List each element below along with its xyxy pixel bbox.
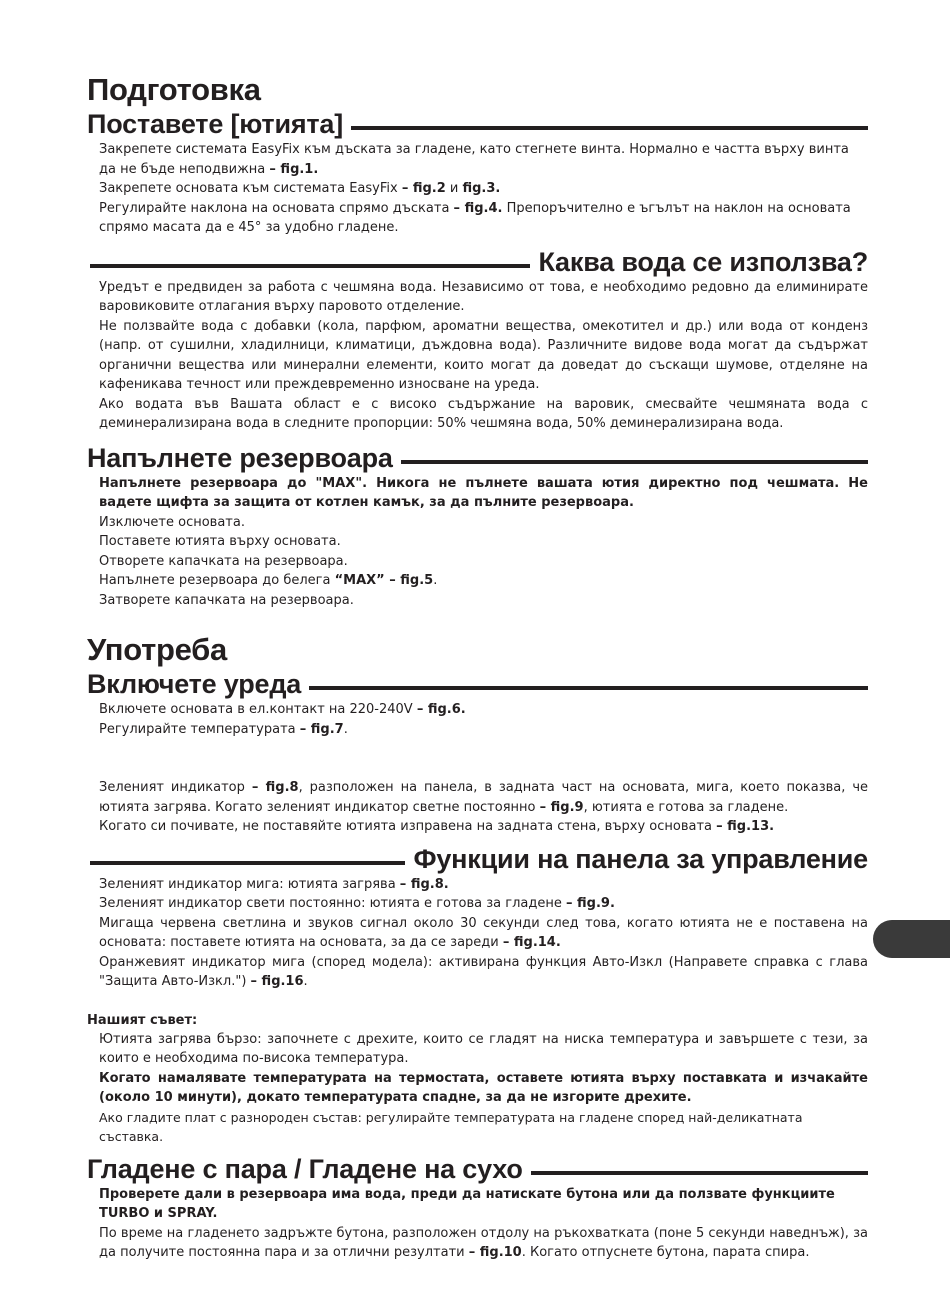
tip-title: Нашият съвет:: [87, 1012, 198, 1028]
text: .: [343, 721, 348, 737]
heading-fit-iron: [87, 108, 868, 140]
warning-text: Проверете дали в резервоара има вода, преди да натискате бутона или да ползвате функциите TURBO и SPRAY.: [99, 1186, 835, 1221]
text: Регулирайте температурата: [99, 721, 300, 737]
paragraph: Уредът е предвиден за работа с чешмяна вода. Независимо от това, е необходимо редовно да елиминирате варовиковите отлагания върху паровото отделение.: [99, 279, 868, 314]
water-body: [87, 278, 868, 434]
text: , ютията е готова за гладене.: [583, 799, 789, 815]
heading-rule: [351, 126, 868, 130]
heading-water: [87, 246, 868, 278]
heading-steam-ironing: [87, 1153, 868, 1185]
paragraph: [99, 140, 868, 179]
text: , разположен на панела, в задната част на основата, мига, което показва, че ютията загрява. Когато зеленият индикатор светне постоянно: [99, 780, 868, 815]
paragraph: [99, 179, 868, 199]
figure-reference: – fig.14.: [502, 935, 561, 950]
steam-ironing-body: [87, 1185, 868, 1263]
text: Препоръчително е ъгълът на наклон на основата спрямо масата да е 45° за удобно гладене.: [99, 200, 851, 235]
section-title-use: Употреба: [87, 632, 227, 667]
paragraph: [99, 1224, 868, 1263]
text: .: [303, 974, 308, 989]
heading-water-text: Каква вода се използва?: [538, 246, 868, 277]
figure-reference: – fig.2: [401, 181, 446, 196]
control-panel-body: [87, 875, 868, 992]
step: [99, 700, 868, 720]
heading-steam-ironing-text: Гладене с пара / Гладене на сухо: [87, 1153, 523, 1184]
paragraph: [99, 199, 868, 238]
figure-reference: fig.3.: [462, 181, 501, 196]
paragraph: Ако гладите плат с разнороден състав: регулирайте температурата на гладене според най-деликатната съставка.: [99, 1109, 803, 1144]
figure-reference: – fig.10: [468, 1245, 522, 1260]
figure-reference: – fig.16: [250, 974, 304, 989]
figure-reference: – fig.7: [299, 721, 344, 737]
step: [99, 571, 868, 591]
heading-rule: [401, 460, 868, 464]
heading-rule: [90, 861, 405, 865]
paragraph: [99, 817, 868, 837]
text: Оранжевият индикатор мига (според модела): активирана функция Авто-Изкл (Направете справка с глава "Защита Авто-Изкл."): [99, 954, 868, 989]
text: По време на гладенето задръжте бутона, разположен отдолу на ръкохватката (поне 5 секунди наведнъж), за да получите постоянна пара и за отлични резултати: [99, 1225, 868, 1260]
text: .: [433, 573, 438, 588]
fit-iron-body: [87, 140, 868, 238]
list-item: [99, 875, 868, 895]
tip-body: [87, 1030, 868, 1147]
text: Зеленият индикатор мига: ютията загрява: [99, 876, 400, 892]
heading-switch-on: [87, 668, 868, 700]
text: Когато си почивате, не поставяйте ютията изправена на задната стена, върху основата: [99, 819, 717, 834]
text: . Когато отпуснете бутона, парата спира.: [521, 1245, 810, 1260]
page-edge-tab: [873, 920, 950, 958]
heading-rule: [90, 264, 530, 268]
paragraph: Ако водата във Вашата област е с високо съдържание на варовик, смесвайте чешмяната вода с деминерализирана вода в следните пропорции: 50% чешмяна вода, 50% деминерализирана вода.: [99, 396, 868, 431]
paragraph: [99, 778, 868, 817]
step: Изключете основата.: [99, 514, 245, 530]
text: Напълнете резервоара до белега: [99, 573, 335, 588]
figure-reference: “MAX” – fig.5: [334, 573, 434, 588]
paragraph: Не ползвайте вода с добавки (кола, парфюм, ароматни вещества, омекотител и др.) или вода от конденз (напр. от сушилни, хладилници, климатици, дъждовна вода). Различните видове вода могат да съдържат органични вещества или минерални елементи, които могат да доведат до съскащи шумове, отделяне на кафеникава течност или преждевременно износване на уреда.: [99, 318, 868, 392]
heading-rule: [309, 686, 868, 690]
paragraph: Ютията загрява бързо: започнете с дрехите, които се гладят на ниска температура и завършете с тези, за които е необходима по-висока температура.: [99, 1031, 868, 1066]
text: Регулирайте наклона на основата спрямо дъската: [99, 200, 454, 216]
warning-text: Когато намалявате температурата на термостата, оставете ютията върху поставката и изчакайте (около 10 минути), докато температурата спадне, за да не изгорите дрехите.: [99, 1070, 868, 1105]
fill-tank-body: [87, 474, 868, 611]
figure-reference: – fig.8.: [399, 876, 449, 892]
step: Затворете капачката на резервоара.: [99, 592, 354, 608]
warning-text: Напълнете резервоара до "MAX". Никога не пълнете вашата ютия директно под чешмата. Не вадете щифта за защита от котлен камък, за да пълните резервоара.: [99, 475, 868, 510]
section-title-preparation: Подготовка: [87, 72, 261, 107]
text: Зеленият индикатор: [99, 780, 252, 795]
step: [99, 720, 868, 740]
figure-reference: – fig.9: [539, 799, 584, 815]
figure-reference: – fig.9.: [566, 896, 615, 911]
switch-on-body: [87, 700, 868, 837]
manual-page: [87, 70, 868, 1263]
text: Закрепете основата към системата EasyFix: [99, 181, 402, 196]
step: Поставете ютията върху основата.: [99, 534, 341, 549]
figure-reference: – fig.8: [251, 780, 299, 795]
heading-switch-on-text: Включете уреда: [87, 669, 302, 699]
list-item: [99, 914, 868, 953]
text: и: [445, 181, 463, 196]
figure-reference: – fig.4.: [453, 200, 503, 216]
heading-control-panel-text: Функции на панела за управление: [413, 843, 868, 874]
heading-fill-tank: [87, 442, 868, 474]
step: Отворете капачката на резервоара.: [99, 553, 348, 569]
heading-rule: [531, 1171, 868, 1175]
figure-reference: – fig.13.: [716, 819, 775, 834]
heading-fit-iron-text: Поставете [ютията]: [87, 109, 344, 139]
figure-reference: – fig.1.: [269, 161, 319, 177]
text: Зеленият индикатор свети постоянно: ютията е готова за гладене: [99, 896, 566, 911]
heading-fill-tank-text: Напълнете резервоара: [87, 442, 393, 473]
list-item: [99, 894, 868, 914]
list-item: [99, 953, 868, 992]
text: Мигаща червена светлина и звуков сигнал около 30 секунди след това, когато ютията не е поставена на основата: поставете ютията на основата, за да се зареди: [99, 915, 868, 950]
text: Закрепете системата EasyFix към дъската за гладене, като стегнете винта. Нормално е частта върху винта да не бъде неподвижна: [99, 142, 849, 177]
heading-control-panel: [87, 843, 868, 875]
text: Включете основата в ел.контакт на 220-240V: [99, 702, 417, 717]
figure-reference: – fig.6.: [416, 702, 466, 717]
